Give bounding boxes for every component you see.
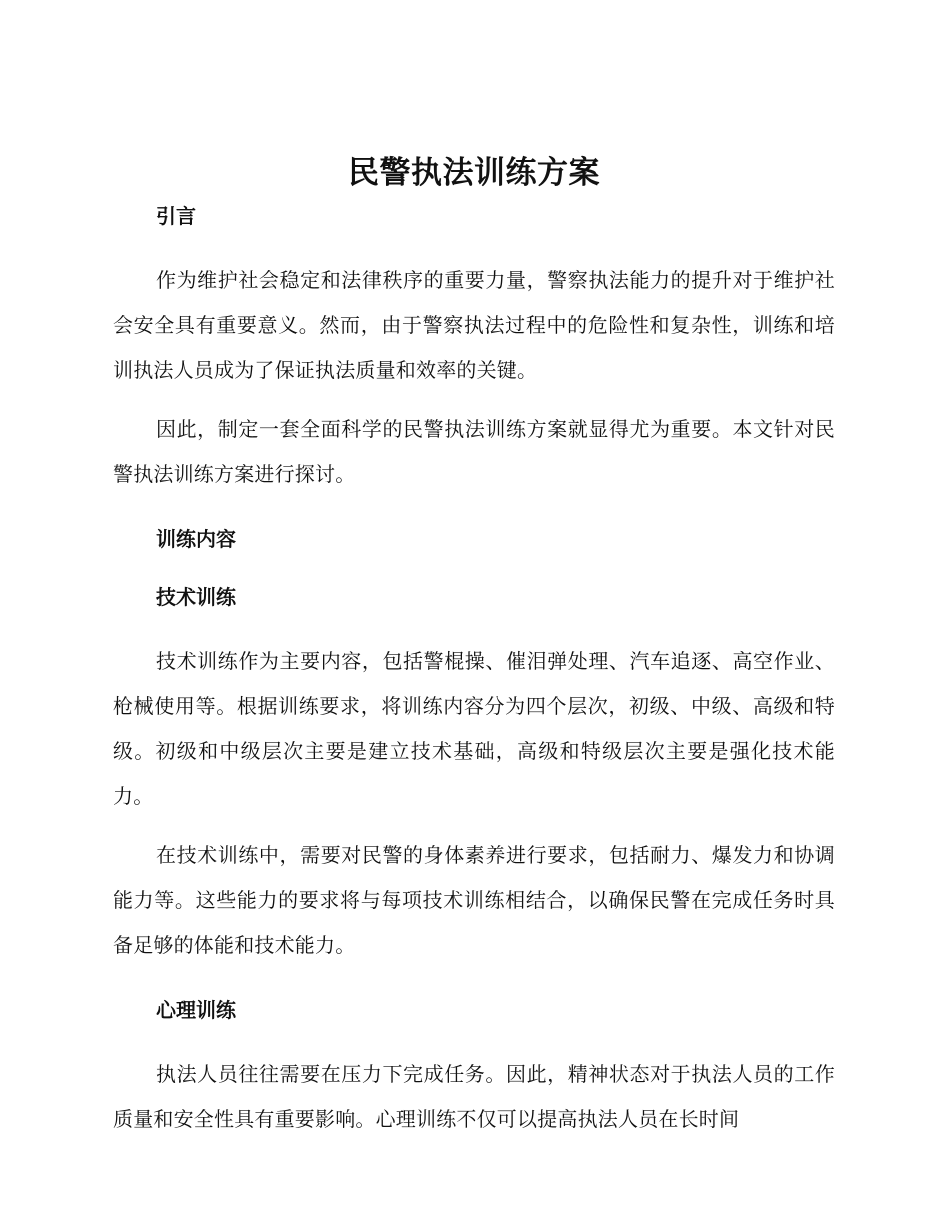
heading-technical-training: 技术训练 (156, 585, 236, 609)
paragraph-technical-1: 技术训练作为主要内容，包括警棍操、催泪弹处理、汽车追逐、高空作业、枪械使用等。根据训练要求，将训练内容分为四个层次，初级、中级、高级和特级。初级和中级层次主要是建立技术基础，高级和特级层次主要是强化技术能力。 (113, 649, 835, 808)
heading-training-content: 训练内容 (156, 527, 236, 551)
document-title: 民警执法训练方案 (348, 155, 600, 191)
paragraph-intro-2: 因此，制定一套全面科学的民警执法训练方案就显得尤为重要。本文针对民警执法训练方案进行探讨。 (113, 417, 835, 486)
paragraph-psychological-1: 执法人员往往需要在压力下完成任务。因此，精神状态对于执法人员的工作质量和安全性具有重要影响。心理训练不仅可以提高执法人员在长时间 (113, 1062, 835, 1131)
document-body (113, 150, 835, 1142)
paragraph-intro-1: 作为维护社会稳定和法律秩序的重要力量，警察执法能力的提升对于维护社会安全具有重要意义。然而，由于警察执法过程中的危险性和复杂性，训练和培训执法人员成为了保证执法质量和效率的关键。 (113, 268, 835, 382)
paragraph-technical-2: 在技术训练中，需要对民警的身体素养进行要求，包括耐力、爆发力和协调能力等。这些能力的要求将与每项技术训练相结合，以确保民警在完成任务时具备足够的体能和技术能力。 (113, 843, 835, 957)
heading-psychological-training: 心理训练 (156, 998, 236, 1022)
heading-introduction: 引言 (156, 204, 196, 228)
